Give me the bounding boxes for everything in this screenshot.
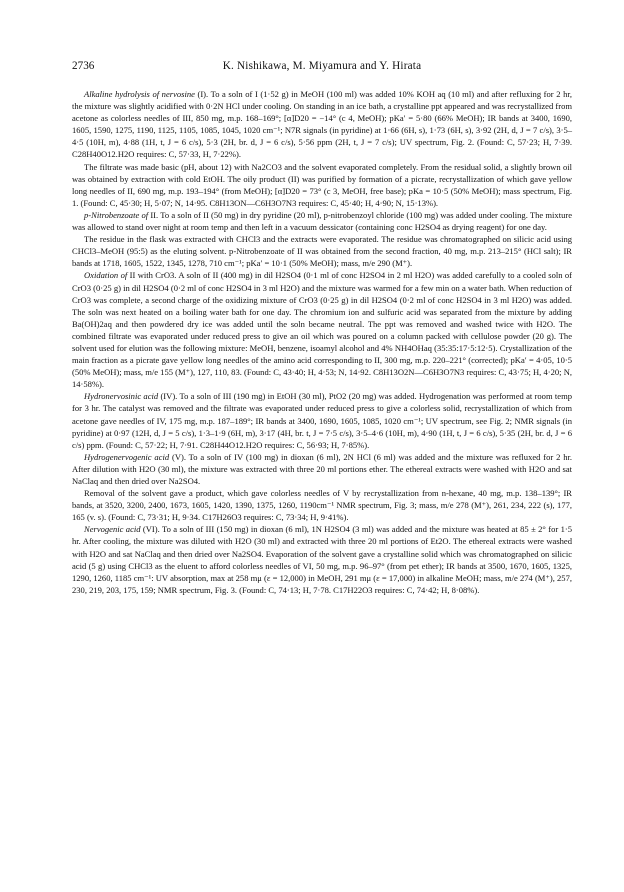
paragraph-filtrate [72,161,572,209]
paragraph-alkaline-hydrolysis [72,88,572,161]
paragraph-text: Removal of the solvent gave a product, which gave colorless needles of V by recrystallization from n-hexane, 40 mg, m.p. 138–139°; IR bands, at 3520, 3200, 2400, 1673, 1605, 1420, 1390, 1375, 1260, 1190cm⁻¹ NMR spectrum, Fig. 3; mass, m/e 278 (M⁺), 261, 234, 222 (s), 177, 165 (v. s). (Found: C, 73·31; H, 9·34. C17H26O3 requires: C, 73·34; H, 9·41%). [72,488,572,523]
paragraph-heading: Nervogenic acid [84,524,141,535]
paragraph-text: The filtrate was made basic (pH, about 12) with Na2CO3 and the solvent evaporated completely. From the residual solid, a slightly brown oil was obtained by extraction with cold EtOH. The oily product (II) was purified by formation of a picrate, recrystallization of which gave yellow long needles of II, 690 mg, m.p. 193–194° (from MeOH); [α]D20 = 73° (c 3, MeOH, free base); pKa = 10·5 (50% MeOH); mass spectrum, Fig. 1. (Found: C, 45·30; H, 5·07; N, 14·95. C8H13ON—C6H3O7N3 requires: C, 45·40; H, 4·90; N, 15·13%). [72,161,572,208]
paragraph-heading: p-Nitrobenzoate of [84,209,149,220]
paragraph-oxidation [72,269,572,390]
paragraph-p-nitrobenzoate [72,209,572,233]
paragraph-text: (I). To a soln of I (1·52 g) in MeOH (100 ml) was added 10% KOH aq (10 ml) and after refluxing for 2 hr, the mixture was slightly acidified with 0·2N HCl under cooling. On standing in an ice bath, a crystalline ppt appeared and was recrystallized from acetone as colorless needles of III, 850 mg, m.p. 168–169°; [α]D20 = −14° (c 4, MeOH); pKa′ = 5·80 (66% MeOH); IR bands at 3400, 1690, 1605, 1590, 1275, 1190, 1125, 1105, 1085, 1045, 1020 cm⁻¹; N7R signals (in pyridine) at 1·66 (6H, s), 1·73 (6H, s), 3·92 (2H, d, J = 7 c/s), 3·5–4·5 (10H, m), 4·88 (1H, t, J = 6 c/s), 5·3 (2H, br. d, J = 6 c/s), 5·56 ppm (2H, t, J = 7 c/s); UV spectrum, Fig. 2. (Found: C, 57·23; H, 7·39. C28H40O12.H2O requires: C, 57·33, H, 7·22%). [72,89,572,160]
paragraph-nervogenic-acid [72,523,572,596]
paragraph-text: (V). To a soln of IV (100 mg) in dioxan (6 ml), 2N HCl (6 ml) was added and the mixture was refluxed for 2 hr. After dilution with H2O (30 ml), the mixture was extracted with three 20 ml portions ether. The ethereal extracts were washed with H2O and sat NaClaq and then dried over Na2SO4. [72,451,572,486]
paragraph-hydrogenervogenic-acid [72,451,572,487]
paragraph-text: (IV). To a soln of III (190 mg) in EtOH (30 ml), PtO2 (20 mg) was added. Hydrogenation was performed at room temp for 3 hr. The catalyst was removed and the filtrate was evaporated under reduced press to give a colorless solid, recrystallization of which from acetone gave needles of IV, 175 mg, m.p. 187–189°; IR bands at 3400, 1690, 1605, 1085, 1020 cm⁻¹; UV spectrum, see Fig. 2; NMR signals (in pyridine) at 0·97 (12H, d, J = 5 c/s), 1·3–1·9 (6H, m), 3·17 (4H, br. t, J = 7·5 c/s), 3·5–4·6 (10H, m), 4·90 (1H, t, J = 6 c/s), 5·35 (2H, br. d, J = 6 c/s) ppm. (Found: C, 57·22; H, 7·91. C28H44O12.H2O requires: C, 56·93; H, 7·85%). [72,391,572,450]
paragraph-residue [72,233,572,269]
paragraph-text: II with CrO3. A soln of II (400 mg) in dil H2SO4 (0·1 ml of conc H2SO4 in 2 ml H2O) was added carefully to a cooled soln of CrO3 (0·25 g) in dil H2SO4 (0·2 ml of conc H2SO4 in 3 ml H2O) and the mixture was warmed for a few min on a water bath. When reduction of CrO3 was complete, a second charge of the oxidizing mixture of CrO3 (0·25 g) in dil H2SO4 (0·2 ml of conc H2SO4 in 3 ml H2O) was added. The soln was next heated on a boiling water bath for one day. The chromium ion and sulfuric acid was separated from the mixture by adding Ba(OH)2aq and then powdered dry ice was added until the soln became neutral. The ppt was removed and washed twice with H2O. The combined filtrate was evaporated under reduced press to give an oil which was poured on a column packed with cellulose powder (20 g). The solvent used for elution was the following mixture: MeOH, benzene, isoamyl alcohol and 4% NH4OHaq (35:35:17·5:12·5). Crystallization of the main fraction as a picrate gave yellow long needles of the amino acid corresponding to II, 300 mg, m.p. 220–221° (corrected); pKa′ = 4·05, 10·5 (50% MeOH); mass, m/e 155 (M⁺), 127, 110, 83. (Found: C, 43·40; H, 4·53; N, 14·92. C8H13O2N—C6H3O7N3 requires: C, 43·75; H, 4·20; N, 14·58%). [72,270,573,390]
paragraph-heading: Oxidation of [84,270,128,281]
paragraph-text: (VI). To a soln of III (150 mg) in dioxan (6 ml), 1N H2SO4 (3 ml) was added and the mixture was heated at 85 ± 2° for 1·5 hr. After cooling, the mixture was diluted with H2O (30 ml) and extracted with three 20 ml portions of Et2O. The ethereal extracts were washed with H2O and sat NaClaq and then dried over Na2SO4. Evaporation of the solvent gave a crystalline solid which was chromatographed on silicic acid (5 g) using CHCl3 as the eluent to afford colorless needles of VI, 50 mg, m.p. 96–97° (from pet ether); IR bands at 3500, 1670, 1605, 1325, 1290, 1260, 1185 cm⁻¹: UV absorption, max at 258 mμ (ε = 12,000) in MeOH, 291 mμ (ε = 17,000) in alkaline MeOH; mass, m/e 274 (M⁺), 257, 230, 219, 203, 175, 159; NMR spectrum, Fig. 3. (Found: C, 74·13; H, 7·78. C17H22O3 requires: C, 74·42; H, 8·08%). [72,524,573,595]
paragraph-text: II. To a soln of II (50 mg) in dry pyridine (20 ml), p-nitrobenzoyl chloride (100 mg) was added under cooling. The mixture was allowed to stand over night at room temp and then left in a vacuum dessicator (containing conc H2SO4 as drying reagent) for one day. [72,209,572,233]
paragraph-hydronervosinic-acid [72,390,572,450]
journal-page [72,60,572,596]
paragraph-heading: Alkaline hydrolysis of nervosine [84,89,195,99]
paragraph-solvent-removal [72,487,572,523]
page-number: 2736 [72,60,95,72]
page-header [72,60,572,76]
paragraph-heading: Hydronervosinic acid [84,391,159,402]
paragraph-text: The residue in the flask was extracted with CHCl3 and the extracts were evaporated. The residue was chromatographed on silicic acid using CHCl3–MeOH (95:5) as the eluting solvent. p-Nitrobenzoate of II was obtained from the second fraction, 40 mg, m.p. 213–215° (HCl salt); IR bands at 1718, 1605, 1522, 1345, 1278, 710 cm⁻¹; pKa′ = 10·1 (50% MeOH); mass, m/e 290 (M⁺). [72,234,572,269]
paragraph-heading: Hydrogenervogenic acid [84,451,170,462]
running-title: K. Nishikawa, M. Miyamura and Y. Hirata [222,60,422,72]
